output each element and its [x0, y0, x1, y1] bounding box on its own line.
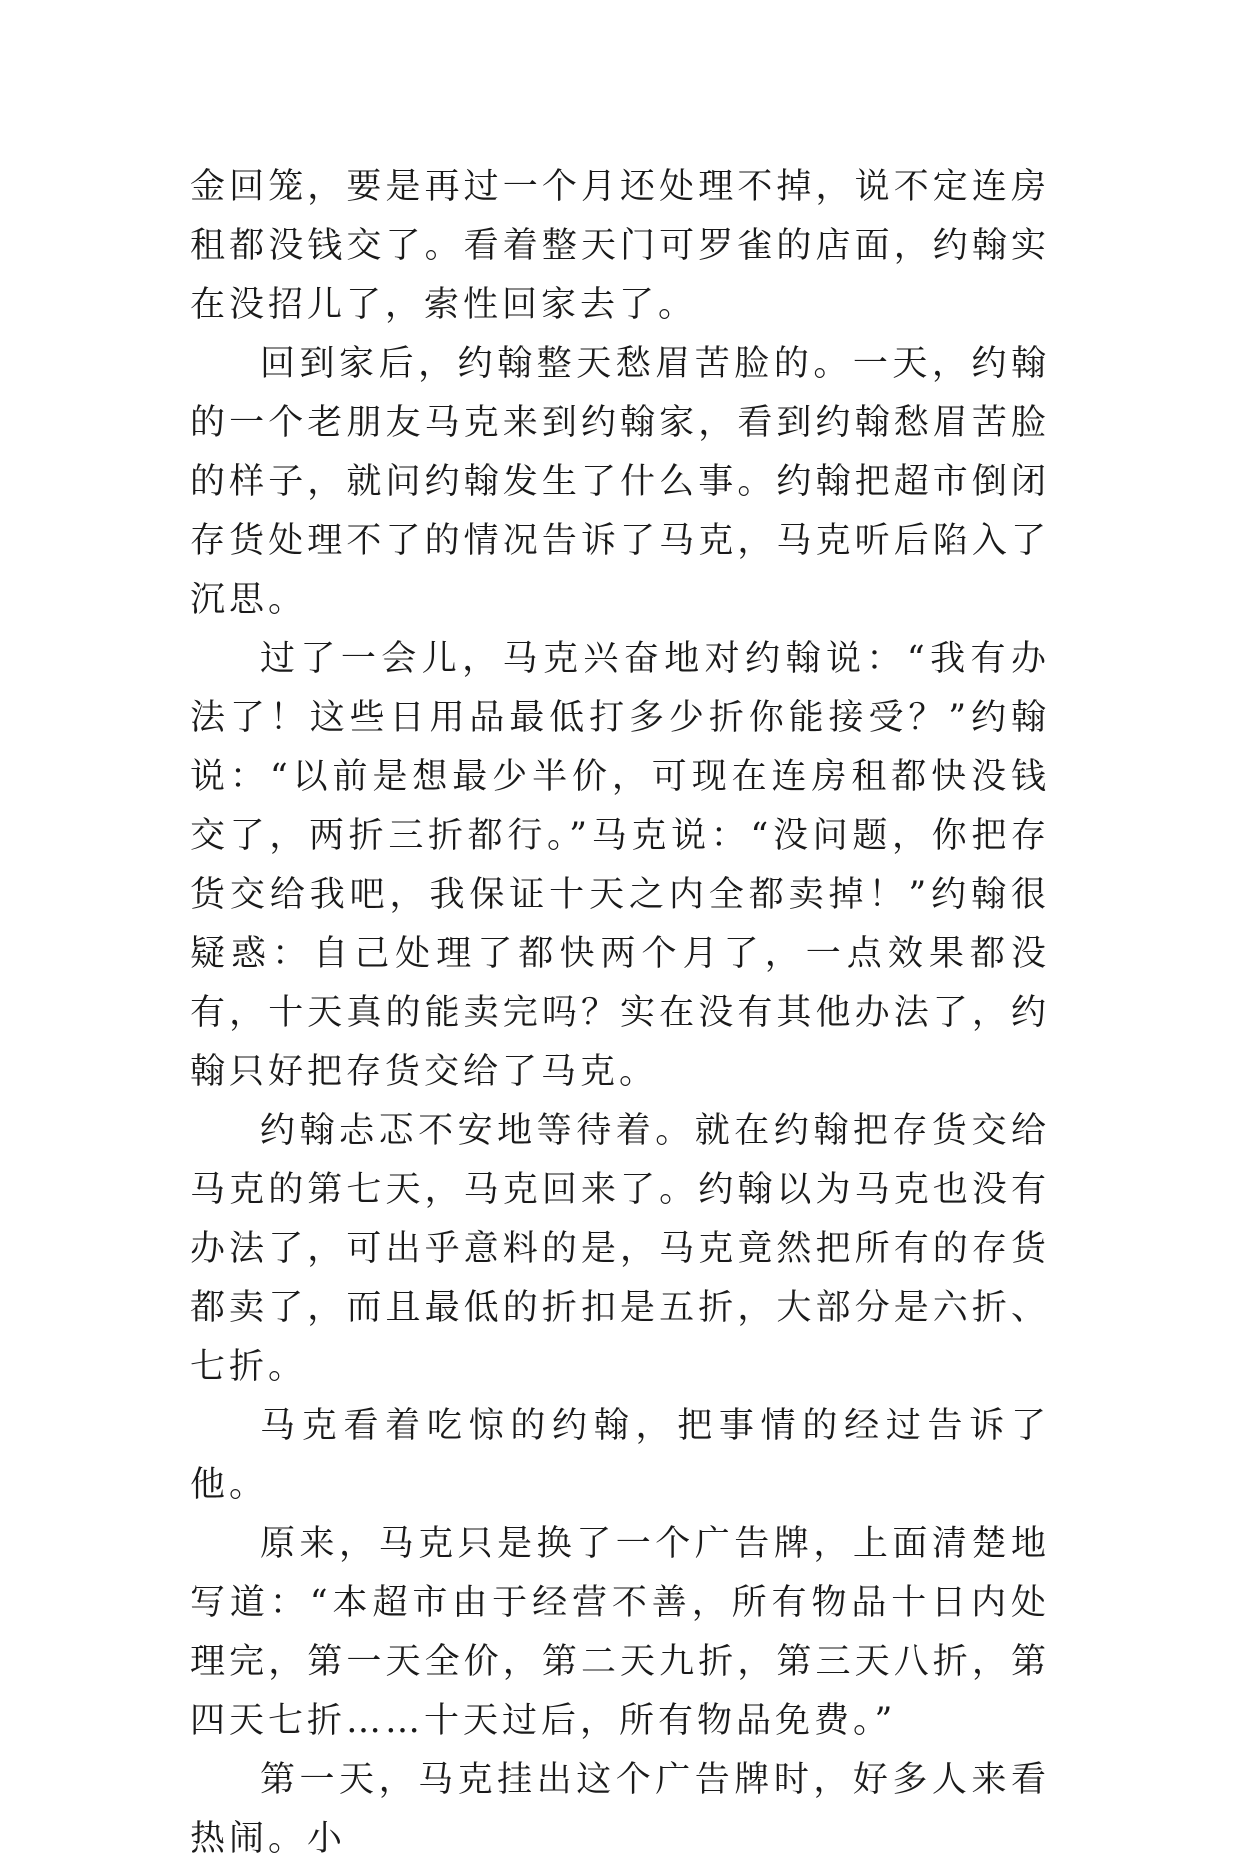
paragraph-1: 金回笼，要是再过一个月还处理不掉，说不定连房租都没钱交了。看着整天门可罗雀的店面，约翰实在没招儿了，索性回家去了。 — [190, 167, 1050, 325]
story-text — [190, 158, 1050, 1869]
paragraph-4: 约翰忐忑不安地等待着。就在约翰把存货交给马克的第七天，马克回来了。约翰以为马克也没有办法了，可出乎意料的是，马克竟然把所有的存货都卖了，而且最低的折扣是五折，大部分是六折、七折。 — [190, 1111, 1050, 1387]
paragraph-3: 过了一会儿，马克兴奋地对约翰说：“我有办法了！这些日用品最低打多少折你能接受？”约翰说：“以前是想最少半价，可现在连房租都快没钱交了，两折三折都行。”马克说：“没问题，你把存货交给我吧，我保证十天之内全都卖掉！”约翰很疑惑：自己处理了都快两个月了，一点效果都没有，十天真的能卖完吗？实在没有其他办法了，约翰只好把存货交给了马克。 — [190, 639, 1050, 1092]
paragraph-7: 第一天，马克挂出这个广告牌时，好多人来看热闹。小 — [190, 1760, 1050, 1859]
paragraph-6: 原来，马克只是换了一个广告牌，上面清楚地写道：“本超市由于经营不善，所有物品十日内处理完，第一天全价，第二天九折，第三天八折，第四天七折……十天过后，所有物品免费。” — [190, 1524, 1050, 1741]
paragraph-2: 回到家后，约翰整天愁眉苦脸的。一天，约翰的一个老朋友马克来到约翰家，看到约翰愁眉苦脸的样子，就问约翰发生了什么事。约翰把超市倒闭存货处理不了的情况告诉了马克，马克听后陷入了沉思。 — [190, 344, 1050, 620]
paragraph-5: 马克看着吃惊的约翰，把事情的经过告诉了他。 — [190, 1406, 1050, 1505]
